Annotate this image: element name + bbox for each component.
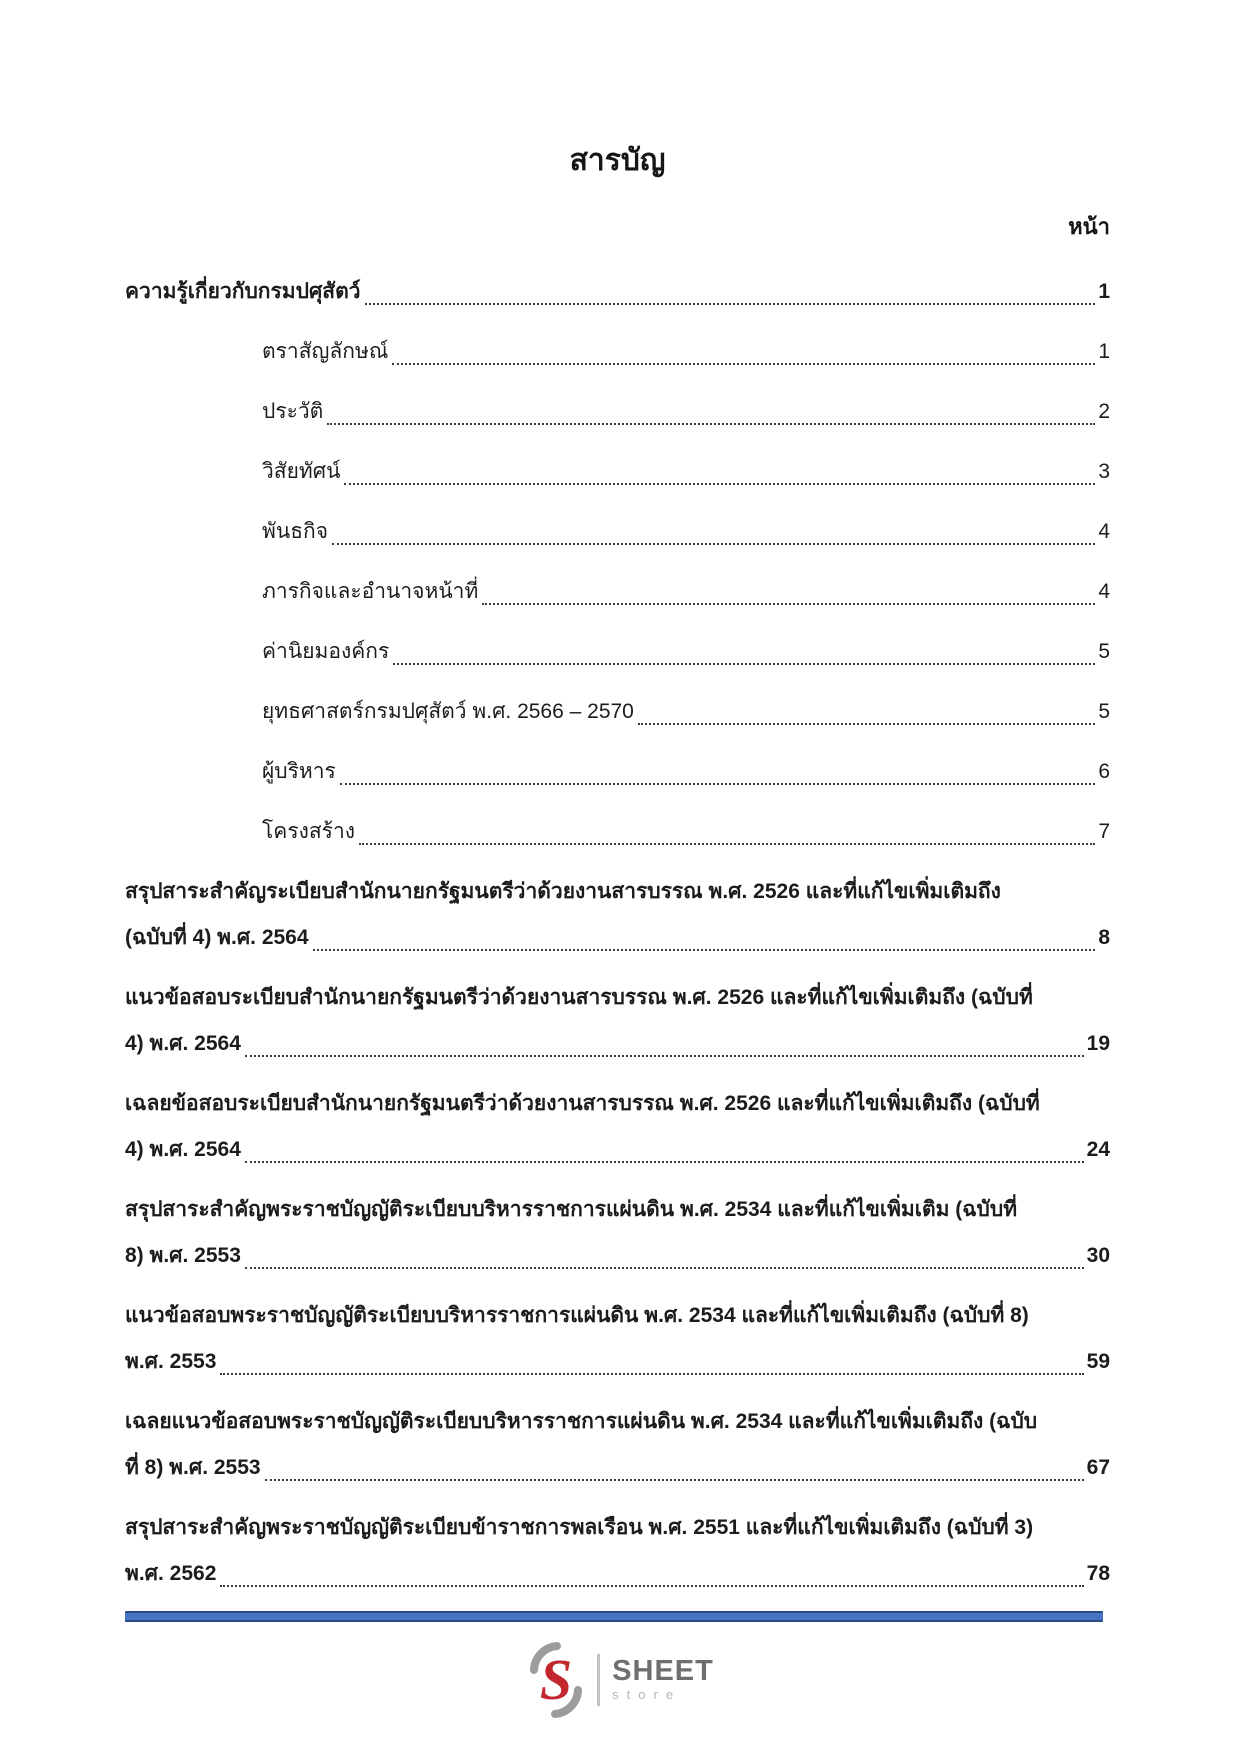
toc-entry-label: ยุทธศาสตร์กรมปศุสัตว์ พ.ศ. 2566 – 2570 xyxy=(262,700,634,723)
toc-entry xyxy=(125,749,1110,795)
toc-entry-label: ภารกิจและอำนาจหน้าที่ xyxy=(262,580,479,603)
page-number: 6 xyxy=(1098,760,1110,783)
page-number: 4 xyxy=(1098,520,1110,543)
toc-line xyxy=(125,869,1110,915)
toc-entry-label: (ฉบับที่ 4) พ.ศ. 2564 xyxy=(125,926,309,949)
toc-entry-label: 4) พ.ศ. 2564 xyxy=(125,1138,241,1161)
toc-line xyxy=(125,1293,1110,1339)
dot-leader xyxy=(359,843,1095,845)
toc-entry xyxy=(125,389,1110,435)
page-number: 2 xyxy=(1098,400,1110,423)
dot-leader xyxy=(638,723,1095,725)
toc-entry xyxy=(125,689,1110,735)
dot-leader xyxy=(482,603,1095,605)
toc-entry-label: วิสัยทัศน์ xyxy=(262,460,341,483)
toc-line xyxy=(125,1551,1110,1597)
toc-line xyxy=(125,509,1110,555)
page-number: 5 xyxy=(1098,640,1110,663)
toc-line xyxy=(125,749,1110,795)
toc-entry-label: 4) พ.ศ. 2564 xyxy=(125,1032,241,1055)
toc-line xyxy=(125,329,1110,375)
toc-line xyxy=(125,389,1110,435)
dot-leader xyxy=(245,1055,1084,1057)
toc-entry-label: เฉลยข้อสอบระเบียบสำนักนายกรัฐมนตรีว่าด้วยงานสารบรรณ พ.ศ. 2526 และที่แก้ไขเพิ่มเติมถึง (ฉบับที่ xyxy=(125,1092,1040,1115)
brand-text xyxy=(612,1656,714,1704)
toc-line xyxy=(125,1233,1110,1279)
dot-leader xyxy=(245,1161,1084,1163)
svg-text:S: S xyxy=(540,1647,573,1712)
dot-leader xyxy=(313,949,1096,951)
page-number: 78 xyxy=(1086,1562,1110,1585)
brand-name: SHEET xyxy=(612,1655,714,1687)
toc-entry xyxy=(125,569,1110,615)
toc-line xyxy=(125,1081,1110,1127)
toc-entry xyxy=(125,629,1110,675)
toc-entry-label: ค่านิยมองค์กร xyxy=(262,640,390,663)
toc-line xyxy=(125,1445,1110,1491)
table-of-contents xyxy=(125,269,1110,1597)
toc-line xyxy=(125,689,1110,735)
page-column-header: หน้า xyxy=(1068,214,1110,239)
footer-divider-rule xyxy=(125,1611,1103,1622)
sheet-store-logo-icon xyxy=(527,1639,585,1721)
toc-entry xyxy=(125,1293,1110,1385)
toc-entry-label: ผู้บริหาร xyxy=(262,760,336,783)
page-number: 59 xyxy=(1086,1350,1110,1373)
toc-entry xyxy=(125,1187,1110,1279)
page-number: 19 xyxy=(1086,1032,1110,1055)
toc-entry-label: พันธกิจ xyxy=(262,520,329,543)
toc-entry-label: โครงสร้าง xyxy=(262,820,356,843)
toc-entry xyxy=(125,975,1110,1067)
brand-subtitle: store xyxy=(612,1687,682,1702)
page-number: 5 xyxy=(1098,700,1110,723)
toc-entry xyxy=(125,809,1110,855)
toc-entry-label: ตราสัญลักษณ์ xyxy=(262,340,389,363)
toc-line xyxy=(125,975,1110,1021)
page-number: 4 xyxy=(1098,580,1110,603)
toc-entry xyxy=(125,1505,1110,1597)
toc-entry-label: เฉลยแนวข้อสอบพระราชบัญญัติระเบียบบริหารราชการแผ่นดิน พ.ศ. 2534 และที่แก้ไขเพิ่มเติมถึง (ฉบับ xyxy=(125,1410,1038,1433)
toc-entry-label: ประวัติ xyxy=(262,400,324,423)
toc-entry-label: แนวข้อสอบระเบียบสำนักนายกรัฐมนตรีว่าด้วยงานสารบรรณ พ.ศ. 2526 และที่แก้ไขเพิ่มเติมถึง (ฉบับที่ xyxy=(125,986,1033,1009)
toc-line xyxy=(125,1339,1110,1385)
toc-line xyxy=(125,269,1110,315)
toc-entry xyxy=(125,869,1110,961)
dot-leader xyxy=(365,303,1096,305)
toc-entry-label: 8) พ.ศ. 2553 xyxy=(125,1244,241,1267)
page-number: 1 xyxy=(1098,340,1110,363)
toc-entry-label: พ.ศ. 2553 xyxy=(125,1350,217,1373)
dot-leader xyxy=(220,1373,1083,1375)
toc-entry-label: แนวข้อสอบพระราชบัญญัติระเบียบบริหารราชการแผ่นดิน พ.ศ. 2534 และที่แก้ไขเพิ่มเติมถึง (ฉบับที่ 8) xyxy=(125,1304,1029,1327)
toc-entry xyxy=(125,329,1110,375)
dot-leader xyxy=(332,543,1095,545)
page-number: 7 xyxy=(1098,820,1110,843)
toc-line xyxy=(125,1505,1110,1551)
page-number: 3 xyxy=(1098,460,1110,483)
toc-line xyxy=(125,1187,1110,1233)
toc-line xyxy=(125,1021,1110,1067)
page-number: 8 xyxy=(1098,926,1110,949)
brand-logo xyxy=(0,1639,1241,1721)
dot-leader xyxy=(220,1585,1083,1587)
dot-leader xyxy=(344,483,1095,485)
toc-entry-label: สรุปสาระสำคัญพระราชบัญญัติระเบียบข้าราชการพลเรือน พ.ศ. 2551 และที่แก้ไขเพิ่มเติมถึง (ฉบับที่ 3) xyxy=(125,1516,1034,1539)
toc-line xyxy=(125,1127,1110,1173)
page-title: สารบัญ xyxy=(569,144,666,177)
toc-entry-label: สรุปสาระสำคัญระเบียบสำนักนายกรัฐมนตรีว่าด้วยงานสารบรรณ พ.ศ. 2526 และที่แก้ไขเพิ่มเติมถึง xyxy=(125,880,1001,903)
dot-leader xyxy=(340,783,1095,785)
dot-leader xyxy=(265,1479,1084,1481)
toc-line xyxy=(125,1399,1110,1445)
toc-entry-label: ที่ 8) พ.ศ. 2553 xyxy=(125,1456,261,1479)
page-number: 1 xyxy=(1098,280,1110,303)
page-number: 30 xyxy=(1086,1244,1110,1267)
toc-entry-label: ความรู้เกี่ยวกับกรมปศุสัตว์ xyxy=(125,280,361,303)
toc-line xyxy=(125,915,1110,961)
dot-leader xyxy=(392,363,1095,365)
dot-leader xyxy=(393,663,1095,665)
page-number: 24 xyxy=(1086,1138,1110,1161)
toc-entry-label: สรุปสาระสำคัญพระราชบัญญัติระเบียบบริหารราชการแผ่นดิน พ.ศ. 2534 และที่แก้ไขเพิ่มเติม (ฉบับที่ xyxy=(125,1198,1018,1221)
dot-leader xyxy=(327,423,1095,425)
toc-line xyxy=(125,449,1110,495)
page-number: 67 xyxy=(1086,1456,1110,1479)
toc-line xyxy=(125,809,1110,855)
toc-line xyxy=(125,569,1110,615)
logo-divider xyxy=(597,1654,600,1706)
toc-line xyxy=(125,629,1110,675)
toc-entry xyxy=(125,1399,1110,1491)
toc-entry xyxy=(125,509,1110,555)
toc-entry-label: พ.ศ. 2562 xyxy=(125,1562,217,1585)
toc-entry xyxy=(125,449,1110,495)
toc-entry xyxy=(125,1081,1110,1173)
page-content xyxy=(0,141,1241,1622)
toc-entry xyxy=(125,269,1110,315)
dot-leader xyxy=(245,1267,1084,1269)
